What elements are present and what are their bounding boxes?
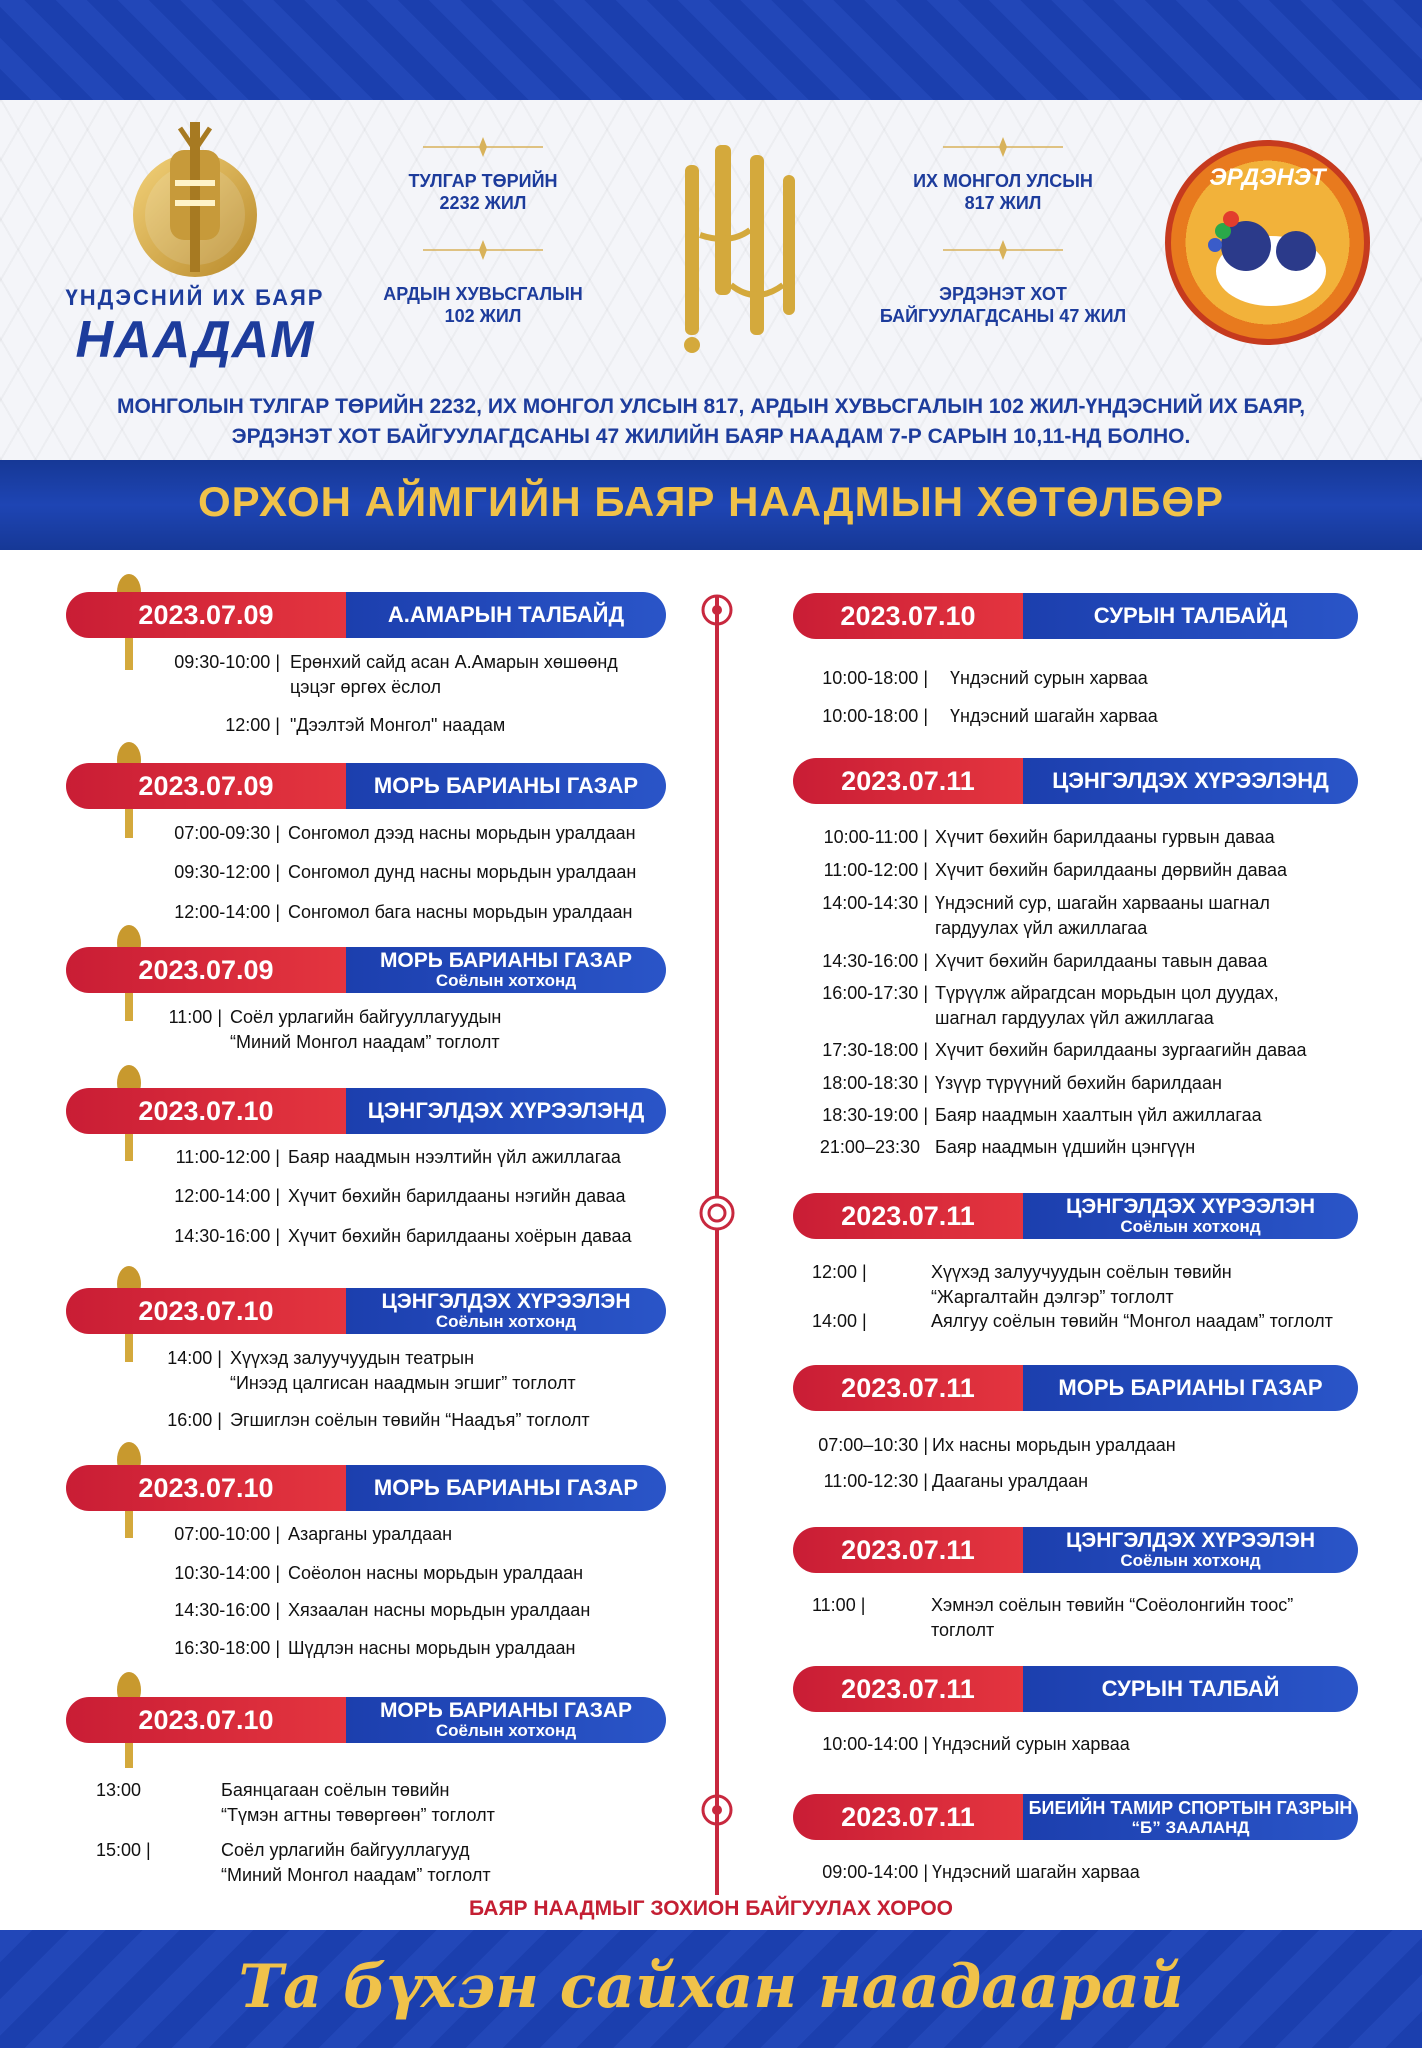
row-desc (230, 1346, 700, 1396)
event-date: 2023.07.10 (66, 1088, 346, 1134)
stat-line: ИХ МОНГОЛ УЛСЫН (913, 171, 1093, 191)
logo-title: НААДАМ (75, 311, 315, 369)
event-date: 2023.07.11 (793, 1527, 1023, 1573)
row-desc: Баяр наадмын нээлтийн үйл ажиллагаа (288, 1147, 621, 1167)
row-time: 14:00 | (167, 1348, 222, 1368)
row-desc-line: Соёл урлагийн байгууллагууд (221, 1840, 470, 1860)
row-time: 07:00-09:30 | (174, 823, 280, 843)
row-desc: Хүчит бөхийн барилдааны тавын даваа (935, 951, 1268, 971)
title-band (0, 460, 1422, 550)
event-header (66, 1465, 666, 1511)
event-place-sub: “Б” ЗААЛАНД (1131, 1818, 1250, 1837)
event-place (1023, 758, 1358, 804)
row-time: 10:00-11:00 | (823, 827, 928, 847)
stat-line: БАЙГУУЛАГДСАНЫ 47 ЖИЛ (879, 306, 1127, 326)
event-header (66, 1088, 666, 1134)
row-desc-line: “Жаргалтайн дэлгэр” тоглолт (931, 1287, 1174, 1307)
event-place-sub: Соёлын хотхонд (1120, 1551, 1261, 1570)
row-desc: Соёолон насны морьдын уралдаан (288, 1563, 584, 1583)
star-divider-icon (423, 240, 543, 260)
row-time: 14:00 | (812, 1311, 867, 1331)
event-place (1023, 1527, 1358, 1573)
row-desc (935, 981, 1385, 1031)
row-time: 12:00 | (225, 715, 280, 735)
row-desc: Их насны морьдын уралдаан (932, 1435, 1176, 1455)
event-place (1023, 1365, 1358, 1411)
stat-line: 2232 ЖИЛ (439, 193, 527, 213)
event-date: 2023.07.10 (66, 1465, 346, 1511)
event-place-label: МОРЬ БАРИАНЫ ГАЗАР (373, 1475, 639, 1500)
event-place (346, 1697, 666, 1743)
event-date: 2023.07.11 (793, 1365, 1023, 1411)
row-desc-line: Хүүхэд залуучуудын театрын (230, 1348, 475, 1368)
row-time: 16:00-17:30 | (822, 983, 928, 1003)
event-header (793, 593, 1358, 639)
event-header (66, 947, 666, 993)
row-time: 21:00–23:30 (819, 1137, 920, 1157)
row-time: 13:00 (96, 1780, 142, 1800)
row-desc-line: цэцэг өргөх ёслол (290, 677, 441, 697)
row-time: 12:00-14:00 | (174, 1186, 280, 1206)
row-desc: Аялгуу соёлын төвийн “Монгол наадам” тоглолт (931, 1311, 1333, 1331)
stat-line: 817 ЖИЛ (964, 193, 1042, 213)
event-date: 2023.07.11 (793, 758, 1023, 804)
row-time: 11:00-12:00 | (175, 1147, 280, 1167)
notice-line: МОНГОЛЫН ТУЛГАР ТӨРИЙН 2232, ИХ МОНГОЛ УЛСЫН 817, АРДЫН ХУВЬСГАЛЫН 102 ЖИЛ-ҮНДЭСНИЙ ИХ БАЯР, (116, 395, 1306, 418)
star-divider-icon (423, 137, 543, 157)
row-time: 18:00-18:30 | (822, 1073, 928, 1093)
stat-line: ТУЛГАР ТӨРИЙН (408, 171, 558, 191)
row-desc-line: Ерөнхий сайд асан А.Амарын хөшөөнд (290, 652, 618, 672)
row-time: 12:00 | (812, 1262, 867, 1282)
event-place-label: ЦЭНГЭЛДЭХ ХҮРЭЭЛЭНД (1052, 768, 1329, 793)
event-header (66, 1697, 666, 1743)
row-desc-line: Үндэсний сур, шагайн харвааны шагнал (935, 893, 1270, 913)
stat-line: 102 ЖИЛ (444, 306, 522, 326)
event-place-label: МОРЬ БАРИАНЫ ГАЗАР (373, 773, 639, 798)
star-divider-icon (943, 137, 1063, 157)
event-header (66, 763, 666, 809)
event-place-label: МОРЬ БАРИАНЫ ГАЗАР (379, 1699, 633, 1722)
row-desc: Сонгомол дунд насны морьдын уралдаан (288, 862, 637, 882)
row-time: 10:00-18:00 | (822, 668, 928, 688)
stat-line: АРДЫН ХУВЬСГАЛЫН (383, 284, 583, 304)
row-desc: "Дээлтэй Монгол" наадам (290, 715, 506, 735)
erdenet-logo-text: ЭРДЭНЭТ (1209, 164, 1326, 191)
event-place-sub: Соёлын хотхонд (435, 971, 577, 990)
event-header (793, 1193, 1358, 1239)
row-desc: Шүдлэн насны морьдын уралдаан (288, 1638, 576, 1658)
row-desc-line: “Түмэн агтны төвөргөөн” тоглолт (221, 1805, 495, 1825)
star-divider-icon (943, 240, 1063, 260)
event-header (793, 1666, 1358, 1712)
event-date: 2023.07.09 (66, 947, 346, 993)
row-time: 09:30-12:00 | (174, 862, 280, 882)
row-desc: Хүчит бөхийн барилдааны гурвын даваа (935, 827, 1275, 847)
row-desc: Эгшиглэн соёлын төвийн “Наадъя” тоглолт (230, 1410, 590, 1430)
row-time: 10:00-18:00 | (822, 706, 928, 726)
snow-lion-icon (1201, 201, 1341, 321)
row-time: 11:00-12:30 | (823, 1471, 928, 1491)
event-date: 2023.07.10 (66, 1288, 346, 1334)
notice-line: ЭРДЭНЭТ ХОТ БАЙГУУЛАГДСАНЫ 47 ЖИЛИЙН БАЯР НААДАМ 7-Р САРЫН 10,11-НД БОЛНО. (231, 425, 1191, 448)
soyombo-emblem-icon (130, 120, 260, 295)
row-time: 10:30-14:00 | (174, 1563, 280, 1583)
row-desc-line: гардуулах үйл ажиллагаа (935, 918, 1148, 938)
stat-mongol-empire (893, 170, 1113, 214)
row-time: 11:00 | (168, 1007, 222, 1027)
event-place-label: СУРЫН ТАЛБАЙД (1093, 603, 1288, 628)
row-time: 14:30-16:00 | (822, 951, 928, 971)
row-desc-line: “Миний Монгол наадам” тоглолт (221, 1865, 491, 1885)
row-desc-line: шагнал гардуулах үйл ажиллагаа (935, 1008, 1214, 1028)
row-desc-line: Соёл урлагийн байгууллагуудын (230, 1007, 502, 1027)
row-desc: Дааганы уралдаан (932, 1471, 1089, 1491)
row-desc: Үзүүр түрүүний бөхийн барилдаан (935, 1073, 1222, 1093)
event-date: 2023.07.09 (66, 763, 346, 809)
row-desc: Азарганы уралдаан (288, 1524, 453, 1544)
event-place-label: ЦЭНГЭЛДЭХ ХҮРЭЭЛЭН (381, 1290, 631, 1313)
stat-revolution (373, 283, 593, 327)
event-place-sub: Соёлын хотхонд (435, 1312, 577, 1331)
row-desc-line: тоглолт (931, 1620, 995, 1640)
row-time: 11:00-12:00 | (823, 860, 928, 880)
row-desc: Баяр наадмын хаалтын үйл ажиллагаа (935, 1105, 1262, 1125)
row-desc-line: Баянцагаан соёлын төвийн (221, 1780, 450, 1800)
page-title: ОРХОН АЙМГИЙН БАЯР НААДМЫН ХӨТӨЛБӨР (197, 478, 1225, 525)
row-time: 09:00-14:00 | (822, 1862, 928, 1882)
row-time: 10:00-14:00 | (822, 1734, 928, 1754)
row-desc-line: “Миний Монгол наадам” тоглолт (230, 1032, 500, 1052)
row-desc (221, 1838, 661, 1888)
stat-tulgar (373, 170, 593, 214)
event-place-sub: Соёлын хотхонд (1120, 1217, 1261, 1236)
row-desc: Хүчит бөхийн барилдааны зургаагийн даваа (935, 1040, 1307, 1060)
event-header (793, 1794, 1358, 1840)
row-desc: Хүчит бөхийн барилдааны дөрвийн даваа (935, 860, 1287, 880)
row-time: 16:00 | (167, 1410, 222, 1430)
row-time: 17:30-18:00 | (822, 1040, 928, 1060)
event-place (346, 592, 666, 638)
event-date: 2023.07.11 (793, 1794, 1023, 1840)
event-place (346, 763, 666, 809)
row-desc-line: Түрүүлж айрагдсан морьдын цол дуудах, (935, 983, 1279, 1003)
row-desc (290, 650, 710, 700)
row-desc: Хязаалан насны морьдын уралдаан (288, 1600, 591, 1620)
stat-line: ЭРДЭНЭТ ХОТ (939, 284, 1067, 304)
event-place (1023, 1666, 1358, 1712)
event-place (1023, 1193, 1358, 1239)
event-date: 2023.07.09 (66, 592, 346, 638)
erdenet-logo (1165, 140, 1370, 345)
row-time: 15:00 | (96, 1840, 151, 1860)
event-place-label: БИЕИЙН ТАМИР СПОРТЫН ГАЗРЫН (1028, 1798, 1353, 1818)
row-desc (221, 1778, 661, 1828)
event-place-label: СУРЫН ТАЛБАЙ (1101, 1676, 1280, 1701)
row-desc: Үндэсний шагайн харваа (932, 1862, 1140, 1882)
row-time: 14:00-14:30 | (822, 893, 928, 913)
row-time: 18:30-19:00 | (822, 1105, 928, 1125)
row-time: 07:00-10:00 | (174, 1524, 280, 1544)
top-ornament-band (0, 0, 1422, 100)
row-time: 16:30-18:00 | (174, 1638, 280, 1658)
bottom-ornament-band (0, 1930, 1422, 2048)
row-desc-line: Хэмнэл соёлын төвийн “Соёолонгийн тоос” (931, 1595, 1294, 1615)
ornament-icon (697, 590, 737, 630)
row-desc (931, 1593, 1411, 1643)
row-time: 09:30-10:00 | (174, 652, 280, 672)
event-place (346, 947, 666, 993)
organizer-label: БАЯР НААДМЫГ ЗОХИОН БАЙГУУЛАХ ХОРОО (469, 1897, 953, 1920)
event-date: 2023.07.10 (66, 1697, 346, 1743)
event-place-label: ЦЭНГЭЛДЭХ ХҮРЭЭЛЭН (1065, 1195, 1316, 1218)
row-time: 12:00-14:00 | (174, 902, 280, 922)
slogan: Та бүхэн сайхан наадаарай (238, 1952, 1184, 2022)
row-desc (931, 1260, 1411, 1310)
event-header (793, 758, 1358, 804)
row-time: 14:30-16:00 | (174, 1226, 280, 1246)
event-place (1023, 1794, 1358, 1840)
ornament-icon (697, 1790, 737, 1830)
row-desc: Сонгомол дээд насны морьдын уралдаан (288, 823, 636, 843)
row-desc: Үндэсний сурын харваа (932, 1734, 1130, 1754)
mongol-script-calligraphy-icon (655, 135, 830, 360)
event-place-label: МОРЬ БАРИАНЫ ГАЗАР (379, 949, 633, 972)
event-place-label: А.АМАРЫН ТАЛБАЙД (387, 602, 625, 627)
event-header (793, 1365, 1358, 1411)
event-place-label: ЦЭНГЭЛДЭХ ХҮРЭЭЛЭН (1065, 1529, 1316, 1552)
row-desc-line: “Инээд цалгисан наадмын эгшиг” тоглолт (230, 1373, 576, 1393)
row-desc: Үндэсний шагайн харваа (950, 706, 1158, 726)
row-desc: Хүчит бөхийн барилдааны нэгийн даваа (288, 1186, 626, 1206)
event-place (346, 1288, 666, 1334)
event-date: 2023.07.11 (793, 1193, 1023, 1239)
event-place-label: МОРЬ БАРИАНЫ ГАЗАР (1058, 1375, 1323, 1400)
row-time: 07:00–10:30 | (818, 1435, 928, 1455)
event-date: 2023.07.10 (793, 593, 1023, 639)
event-place-sub: Соёлын хотхонд (435, 1721, 577, 1740)
row-desc (935, 891, 1385, 941)
naadam-logo (50, 120, 340, 370)
stat-erdenet (843, 283, 1163, 327)
event-place (346, 1465, 666, 1511)
event-header (793, 1527, 1358, 1573)
event-place-label: ЦЭНГЭЛДЭХ ХҮРЭЭЛЭНД (367, 1098, 645, 1123)
row-desc: Сонгомол бага насны морьдын уралдаан (288, 902, 633, 922)
event-header (66, 1288, 666, 1334)
row-desc: Хүчит бөхийн барилдааны хоёрын даваа (288, 1226, 632, 1246)
row-time: 11:00 | (812, 1595, 866, 1615)
event-place (346, 1088, 666, 1134)
row-desc: Баяр наадмын үдшийн цэнгүүн (935, 1137, 1196, 1157)
event-date: 2023.07.11 (793, 1666, 1023, 1712)
logo-subtitle: ҮНДЭСНИЙ ИХ БАЯР (65, 285, 325, 310)
header-notice (40, 392, 1382, 452)
row-desc: Үндэсний сурын харваа (950, 668, 1148, 688)
event-header (66, 592, 666, 638)
row-desc-line: Хүүхэд залуучуудын соёлын төвийн (931, 1262, 1232, 1282)
event-place (1023, 593, 1358, 639)
row-desc (230, 1005, 670, 1055)
row-time: 14:30-16:00 | (174, 1600, 280, 1620)
